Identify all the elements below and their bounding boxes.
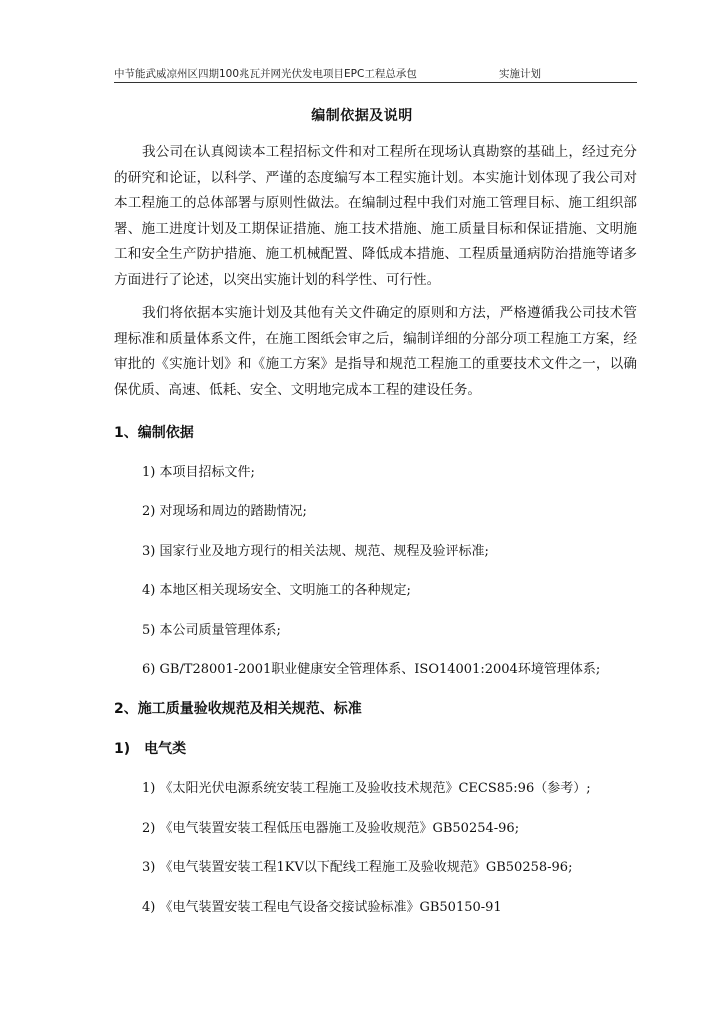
page-title: 编制依据及说明 bbox=[311, 108, 413, 124]
basis-item-4: 4) 本地区相关现场安全、文明施工的各种规定; bbox=[142, 583, 411, 598]
standard-item-4: 4) 《电气装置安装工程电气设备交接试验标准》GB50150-91 bbox=[142, 900, 502, 915]
page-header bbox=[114, 66, 637, 83]
header-project-name: 中节能武威凉州区四期100兆瓦并网光伏发电项目EPC工程总承包 bbox=[114, 68, 417, 80]
standard-item-2: 2) 《电气装置安装工程低压电器施工及验收规范》GB50254-96; bbox=[142, 821, 520, 836]
header-doc-type: 实施计划 bbox=[499, 68, 541, 80]
section-1-heading: 1、编制依据 bbox=[114, 425, 194, 441]
standard-item-3: 3) 《电气装置安装工程1KV以下配线工程施工及验收规范》GB50258-96; bbox=[142, 860, 573, 875]
basis-item-5: 5) 本公司质量管理体系; bbox=[142, 623, 281, 638]
basis-item-2: 2) 对现场和周边的踏勘情况; bbox=[142, 504, 307, 519]
intro-paragraph-2: 我们将依据本实施计划及其他有关文件确定的原则和方法，严格遵循我公司技术管理标准和质量体系文件，在施工图纸会审之后，编制详细的分部分项工程施工方案，经审批的《实施计划》和《施工方案》是指导和规范工程施工的重要技术文件之一，以确保优质、高速、低耗、安全、文明地完成本工程的建设任务。 bbox=[114, 305, 637, 398]
standard-item-1: 1) 《太阳光伏电源系统安装工程施工及验收技术规范》CECS85:96（参考）; bbox=[142, 781, 591, 796]
basis-item-3: 3) 国家行业及地方现行的相关法规、规范、规程及验评标准; bbox=[142, 544, 489, 559]
electrical-subheading: 1) 电气类 bbox=[114, 741, 187, 757]
basis-item-1: 1) 本项目招标文件; bbox=[142, 465, 255, 480]
basis-item-6: 6) GB/T28001-2001职业健康安全管理体系、ISO14001:2004环境管理体系; bbox=[142, 662, 601, 677]
intro-paragraph-1: 我公司在认真阅读本工程招标文件和对工程所在现场认真勘察的基础上，经过充分的研究和论证，以科学、严谨的态度编写本工程实施计划。本实施计划体现了我公司对本工程施工的总体部署与原则性做法。在编制过程中我们对施工管理目标、施工组织部署、施工进度计划及工期保证措施、施工技术措施、施工质量目标和保证措施、文明施工和安全生产防护措施、施工机械配置、降低成本措施、工程质量通病防治措施等诸多方面进行了论述，以突出实施计划的科学性、可行性。 bbox=[114, 144, 637, 288]
section-2-heading: 2、施工质量验收规范及相关规范、标准 bbox=[114, 701, 362, 717]
